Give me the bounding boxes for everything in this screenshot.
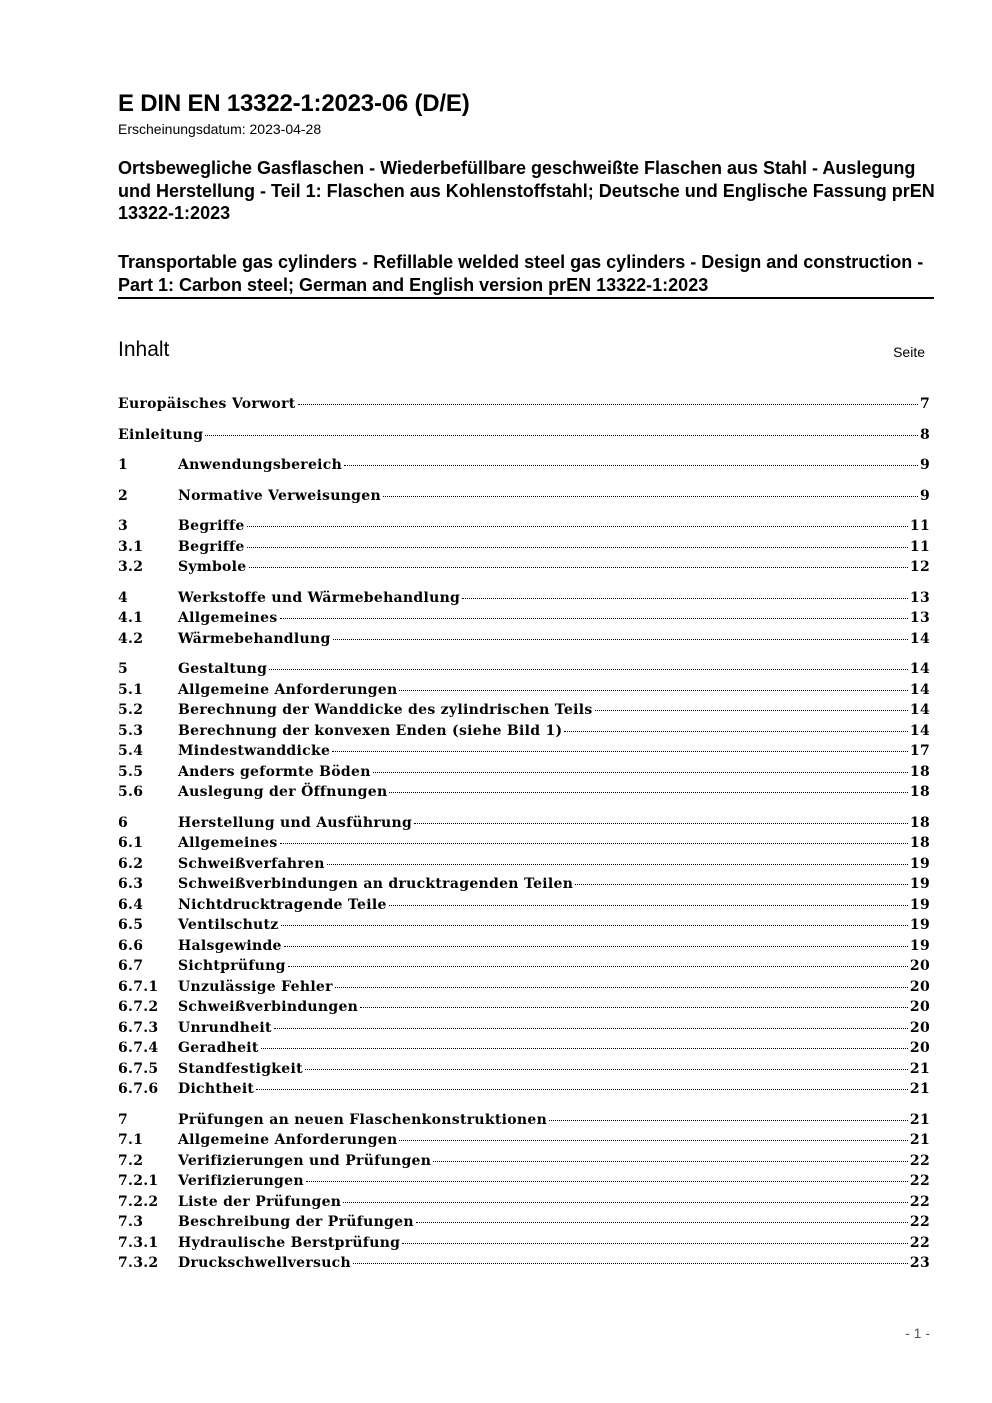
page-column-label: Seite [893,344,925,360]
toc-entry-title: Geradheit [178,1040,259,1056]
toc-entry-number: 6.2 [118,855,144,872]
toc-entry-page: 12 [909,559,930,575]
toc-entry-title: Unzulässige Fehler [178,978,333,995]
toc-entry-number: 6.6 [118,937,144,954]
toc-entry-page: 8 [919,426,930,443]
toc-entry-page: 22 [909,1214,930,1230]
toc-entry-title: Standfestigkeit [178,1060,303,1077]
toc-dot-leader [281,925,908,926]
toc-entry-number: 7 [118,1111,129,1128]
toc-entry-page: 14 [909,681,930,698]
toc-entry-number: 4 [118,589,129,606]
toc-entry[interactable] [118,394,930,415]
toc-entry-page: 14 [909,630,930,647]
toc-entry-title: Wärmebehandlung [178,630,331,647]
toc-entry-page: 18 [909,835,930,851]
toc-entry-number: 6.7.3 [118,1019,159,1036]
toc-entry[interactable] [118,813,930,834]
toc-dot-leader [335,987,908,988]
toc-dot-leader [360,1007,908,1008]
toc-dot-leader [383,496,918,497]
toc-entry-number: 6.5 [118,917,144,933]
toc-entry-number: 6.7 [118,958,144,974]
toc-entry-number: 7.1 [118,1132,144,1148]
toc-entry-title: Ventilschutz [178,917,279,933]
toc-entry[interactable] [118,1038,930,1059]
toc-entry[interactable] [118,588,930,609]
toc-entry[interactable] [118,455,930,476]
toc-entry[interactable] [118,1079,930,1100]
toc-entry-title: Herstellung und Ausführung [178,814,413,831]
toc-entry-number: 7.3.1 [118,1234,159,1251]
toc-entry-number: 5.5 [118,763,144,780]
toc-entry-number: 6.7.5 [118,1060,159,1077]
toc-group [118,425,930,446]
toc-entry-page: 21 [909,1132,930,1148]
toc-entry-title: Schweißverbindungen [178,999,359,1015]
toc-entry-title: Auslegung der Öffnungen [178,784,388,800]
contents-heading: Inhalt [118,338,170,361]
toc-entry-page: 22 [909,1173,930,1189]
toc-entry[interactable] [118,854,930,875]
toc-group [118,394,930,415]
toc-dot-leader [333,639,908,640]
toc-entry-page: 9 [919,487,930,504]
toc-dot-leader [344,465,918,466]
toc-dot-leader [373,772,908,773]
toc-dot-leader [280,843,908,844]
toc-entry[interactable] [118,721,930,742]
toc-entry[interactable] [118,557,930,578]
toc-entry-title: Druckschwellversuch [178,1255,351,1271]
toc-entry-title: Dichtheit [178,1081,255,1097]
toc-entry[interactable] [118,1059,930,1080]
toc-entry[interactable] [118,1212,930,1233]
toc-entry-number: 5 [118,661,129,677]
toc-entry-title: Schweißverbindungen an drucktragenden Teilen [178,876,574,892]
toc-entry-title: Europäisches Vorwort [118,396,296,412]
title-divider [118,297,934,299]
toc-entry-number: 6.7.4 [118,1040,159,1056]
toc-entry-title: Prüfungen an neuen Flaschenkonstruktionen [178,1111,548,1128]
toc-entry-number: 1 [118,457,129,473]
toc-dot-leader [280,618,908,619]
toc-entry-title: Berechnung der Wanddicke des zylindrischen Teils [178,702,593,718]
toc-entry-number: 6.7.6 [118,1081,159,1097]
toc-entry-title: Beschreibung der Prüfungen [178,1214,414,1230]
toc-entry-page: 21 [909,1111,930,1128]
toc-entry-title: Verifizierungen [178,1173,304,1189]
toc-entry[interactable] [118,874,930,895]
toc-entry-number: 7.2 [118,1152,144,1169]
toc-entry-page: 14 [909,661,930,677]
toc-entry[interactable] [118,425,930,446]
toc-entry-page: 21 [909,1060,930,1077]
toc-entry-title: Gestaltung [178,661,268,677]
toc-entry-number: 5.3 [118,722,144,739]
toc-entry-title: Begriffe [178,538,245,555]
toc-dot-leader [261,1048,908,1049]
toc-entry[interactable] [118,1130,930,1151]
toc-dot-leader [433,1161,908,1162]
toc-entry[interactable] [118,936,930,957]
toc-entry-page: 11 [909,538,930,555]
toc-entry-page: 23 [909,1255,930,1271]
toc-entry-number: 7.3 [118,1214,144,1230]
toc-entry-number: 3.2 [118,559,144,575]
toc-entry[interactable] [118,762,930,783]
toc-dot-leader [399,1140,907,1141]
toc-entry-page: 22 [909,1193,930,1210]
toc-entry-number: 6.7.2 [118,999,159,1015]
toc-group [118,588,930,650]
toc-group [118,516,930,578]
toc-entry-page: 18 [909,814,930,831]
publication-date: Erscheinungsdatum: 2023-04-28 [118,121,322,137]
toc-entry-number: 6.4 [118,896,144,913]
toc-dot-leader [247,547,908,548]
toc-entry-number: 2 [118,487,129,504]
toc-entry[interactable] [118,700,930,721]
toc-entry[interactable] [118,1253,930,1274]
toc-entry-page: 17 [909,743,930,759]
toc-entry-page: 9 [919,457,930,473]
toc-entry-page: 11 [909,518,930,534]
toc-entry-page: 19 [909,876,930,892]
toc-entry-title: Sichtprüfung [178,958,286,974]
toc-dot-leader [247,526,908,527]
toc-entry-title: Mindestwanddicke [178,743,331,759]
toc-entry[interactable] [118,629,930,650]
toc-entry-title: Halsgewinde [178,937,282,954]
toc-entry-number: 7.3.2 [118,1255,159,1271]
toc-entry-number: 6 [118,814,129,831]
toc-entry-number: 6.1 [118,835,144,851]
toc-dot-leader [564,731,907,732]
toc-entry[interactable] [118,516,930,537]
toc-entry[interactable] [118,833,930,854]
toc-dot-leader [288,966,908,967]
toc-dot-leader [595,710,908,711]
toc-dot-leader [389,792,907,793]
toc-entry[interactable] [118,1192,930,1213]
toc-dot-leader [284,946,908,947]
toc-entry-page: 19 [909,917,930,933]
toc-entry-number: 4.2 [118,630,144,647]
toc-dot-leader [274,1028,908,1029]
toc-entry-title: Berechnung der konvexen Enden (siehe Bild 1) [178,722,563,739]
toc-group [118,455,930,476]
toc-entry[interactable] [118,1151,930,1172]
toc-entry[interactable] [118,977,930,998]
toc-dot-leader [256,1089,908,1090]
toc-entry-title: Anders geformte Böden [178,763,371,780]
toc-entry[interactable] [118,659,930,680]
toc-dot-leader [416,1222,908,1223]
toc-dot-leader [332,751,908,752]
toc-entry-title: Normative Verweisungen [178,487,381,504]
toc-entry[interactable] [118,1110,930,1131]
toc-dot-leader [306,1181,908,1182]
toc-entry-title: Verifizierungen und Prüfungen [178,1152,432,1169]
toc-entry-number: 4.1 [118,610,144,626]
toc-entry-page: 18 [909,763,930,780]
toc-dot-leader [343,1202,908,1203]
toc-entry[interactable] [118,997,930,1018]
toc-entry-title: Anwendungsbereich [178,457,343,473]
toc-entry-page: 22 [909,1234,930,1251]
toc-entry-title: Schweißverfahren [178,855,325,872]
toc-entry-page: 7 [919,396,930,412]
toc-entry-page: 14 [909,722,930,739]
toc-entry-title: Allgemeines [178,835,278,851]
toc-dot-leader [269,669,908,670]
toc-dot-leader [549,1120,908,1121]
toc-entry-title: Allgemeine Anforderungen [178,681,398,698]
toc-entry-title: Nichtdrucktragende Teile [178,896,387,913]
toc-entry-title: Einleitung [118,426,204,443]
toc-entry[interactable] [118,782,930,803]
toc-entry-number: 7.2.2 [118,1193,159,1210]
toc-group [118,813,930,1100]
toc-entry-number: 5.2 [118,702,144,718]
toc-dot-leader [327,864,908,865]
toc-dot-leader [305,1069,908,1070]
toc-entry-page: 19 [909,896,930,913]
toc-dot-leader [205,435,918,436]
toc-entry-number: 6.7.1 [118,978,159,995]
toc-dot-leader [399,690,907,691]
title-english: Transportable gas cylinders - Refillable welded steel gas cylinders - Design and construction - Part 1: Carbon steel; German and English version prEN 13322-1:2023 [118,252,924,295]
toc-entry-number: 3.1 [118,538,144,555]
toc-entry[interactable] [118,1171,930,1192]
toc-dot-leader [414,823,908,824]
toc-entry-number: 6.3 [118,876,144,892]
table-of-contents [118,394,930,1274]
toc-entry-page: 20 [909,958,930,974]
toc-entry[interactable] [118,915,930,936]
toc-entry-page: 20 [909,1019,930,1036]
toc-entry-page: 21 [909,1081,930,1097]
page-number: - 1 - [905,1325,930,1341]
toc-entry-title: Allgemeine Anforderungen [178,1132,398,1148]
toc-entry-title: Werkstoffe und Wärmebehandlung [178,589,461,606]
toc-dot-leader [353,1263,908,1264]
toc-dot-leader [462,598,908,599]
toc-group [118,659,930,803]
toc-entry-title: Hydraulische Berstprüfung [178,1234,401,1251]
toc-entry-page: 13 [909,610,930,626]
toc-entry[interactable] [118,608,930,629]
toc-entry[interactable] [118,895,930,916]
toc-entry-page: 14 [909,702,930,718]
toc-entry[interactable] [118,741,930,762]
toc-entry-page: 22 [909,1152,930,1169]
toc-entry-page: 19 [909,937,930,954]
toc-group [118,486,930,507]
toc-dot-leader [298,404,918,405]
toc-entry-number: 7.2.1 [118,1173,159,1189]
toc-entry-number: 5.6 [118,784,144,800]
toc-entry-title: Begriffe [178,518,245,534]
toc-entry[interactable] [118,1018,930,1039]
toc-entry-number: 5.1 [118,681,144,698]
toc-entry-number: 5.4 [118,743,144,759]
toc-entry-page: 20 [909,999,930,1015]
toc-dot-leader [249,567,908,568]
title-german: Ortsbewegliche Gasflaschen - Wiederbefüllbare geschweißte Flaschen aus Stahl - Auslegung und Herstellung - Teil 1: Flaschen aus Kohlenstoffstahl; Deutsche und Englische Fassung prEN 13322-1:2023 [118,158,935,223]
toc-entry[interactable] [118,486,930,507]
toc-entry-title: Symbole [178,559,247,575]
toc-entry[interactable] [118,956,930,977]
toc-entry-title: Liste der Prüfungen [178,1193,342,1210]
toc-entry-page: 18 [909,784,930,800]
toc-entry-page: 19 [909,855,930,872]
toc-entry[interactable] [118,1233,930,1254]
toc-dot-leader [402,1243,908,1244]
toc-entry-title: Allgemeines [178,610,278,626]
toc-entry-number: 3 [118,518,129,534]
toc-entry[interactable] [118,537,930,558]
toc-entry-page: 20 [909,1040,930,1056]
toc-entry[interactable] [118,680,930,701]
document-id: E DIN EN 13322-1:2023-06 (D/E) [118,90,470,117]
toc-dot-leader [575,884,908,885]
toc-group [118,1110,930,1274]
toc-entry-title: Unrundheit [178,1019,272,1036]
toc-dot-leader [389,905,908,906]
toc-entry-page: 13 [909,589,930,606]
toc-entry-page: 20 [909,978,930,995]
